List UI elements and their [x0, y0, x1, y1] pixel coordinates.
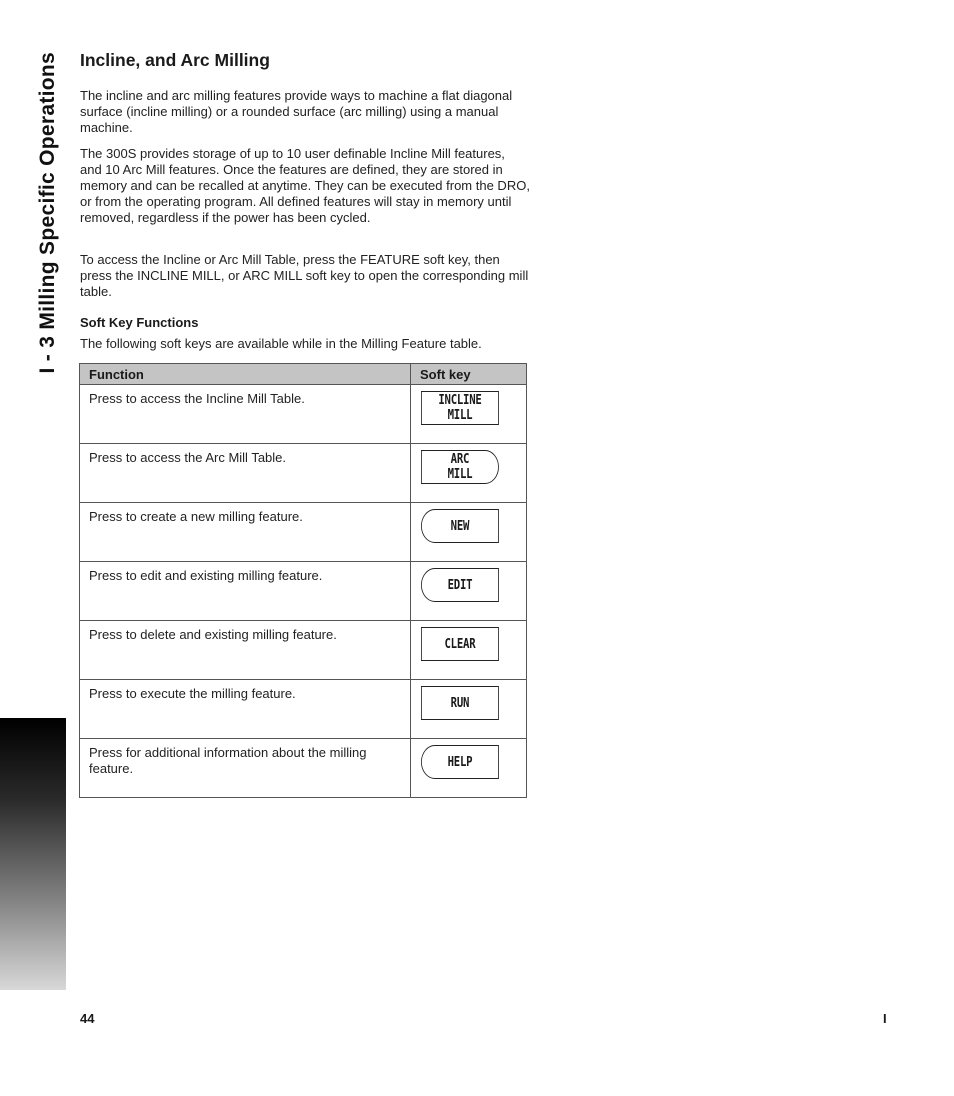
table-row — [80, 562, 527, 621]
section-heading: Incline, and Arc Milling — [80, 50, 270, 70]
function-description: Press to execute the milling feature. — [80, 680, 411, 739]
clear-softkey[interactable]: CLEAR — [421, 627, 499, 661]
chapter-marker: I — [883, 1011, 887, 1026]
function-description: Press for additional information about the milling feature. — [80, 739, 411, 798]
header-function: Function — [80, 364, 411, 385]
table-row — [80, 385, 527, 444]
help-softkey[interactable]: HELP — [421, 745, 499, 779]
function-description: Press to create a new milling feature. — [80, 503, 411, 562]
chapter-side-title: I - 3 Milling Specific Operations — [36, 52, 59, 374]
arc-mill-softkey[interactable]: ARC MILL — [421, 450, 499, 484]
subsection-heading: Soft Key Functions — [80, 315, 199, 330]
side-tab-gradient — [0, 718, 66, 990]
table-row — [80, 680, 527, 739]
paragraph-access: To access the Incline or Arc Mill Table, press the FEATURE soft key, then press the INCLINE MILL, or ARC MILL soft key to open the corresponding mill table. — [80, 252, 529, 299]
edit-softkey[interactable]: EDIT — [421, 568, 499, 602]
function-description: Press to delete and existing milling feature. — [80, 621, 411, 680]
run-softkey[interactable]: RUN — [421, 686, 499, 720]
table-row — [80, 621, 527, 680]
function-description: Press to edit and existing milling feature. — [80, 562, 411, 621]
incline-mill-softkey[interactable]: INCLINE MILL — [421, 391, 499, 425]
table-intro: The following soft keys are available while in the Milling Feature table. — [80, 336, 482, 351]
table-row — [80, 739, 527, 798]
table-row — [80, 503, 527, 562]
function-description: Press to access the Arc Mill Table. — [80, 444, 411, 503]
table-header-row — [80, 364, 527, 385]
table-row — [80, 444, 527, 503]
paragraph-intro: The incline and arc milling features provide ways to machine a flat diagonal surface (incline milling) or a rounded surface (arc milling) using a manual machine. — [80, 88, 513, 135]
function-description: Press to access the Incline Mill Table. — [80, 385, 411, 444]
paragraph-storage: The 300S provides storage of up to 10 user definable Incline Mill features, and 10 Arc Mill features. Once the features are defined, they are stored in memory and can be recalled at anytime. They can be executed from the DRO, or from the operating program. All defined features will stay in memory until removed, regardless if the power has been cycled. — [80, 146, 530, 225]
header-soft-key: Soft key — [411, 364, 527, 385]
soft-key-table — [79, 363, 527, 798]
new-softkey[interactable]: NEW — [421, 509, 499, 543]
page-number: 44 — [80, 1011, 95, 1026]
side-tab — [0, 0, 66, 990]
